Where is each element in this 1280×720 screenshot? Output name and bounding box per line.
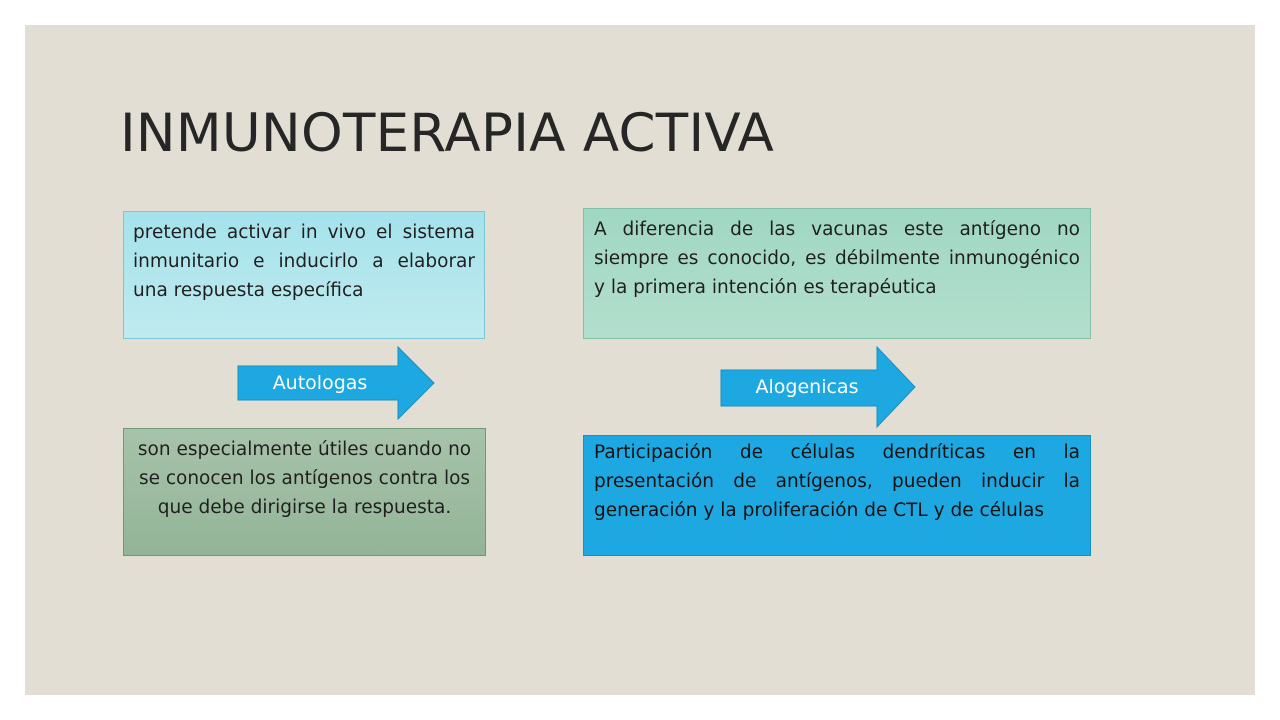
arrow-label-alogenicas: Alogenicas xyxy=(755,376,859,398)
arrow-label-autologas: Autologas xyxy=(272,372,368,394)
box-autologas-description: son especialmente útiles cuando no se conocen los antígenos contra los que debe dirigirse la respuesta. xyxy=(123,428,486,556)
slide-title: INMUNOTERAPIA ACTIVA xyxy=(120,103,775,164)
box-difference-vaccines: A diferencia de las vacunas este antígeno no siempre es conocido, es débilmente inmunogénico y la primera intención es terapéutica xyxy=(583,208,1091,339)
box-definition: pretende activar in vivo el sistema inmunitario e inducirlo a elaborar una respuesta específica xyxy=(123,211,485,339)
arrow-alogenicas xyxy=(719,346,919,426)
box-alogenicas-description: Participación de células dendríticas en la presentación de antígenos, pueden inducir la generación y la proliferación de CTL y de células xyxy=(583,435,1091,556)
arrow-autologas xyxy=(236,346,436,426)
